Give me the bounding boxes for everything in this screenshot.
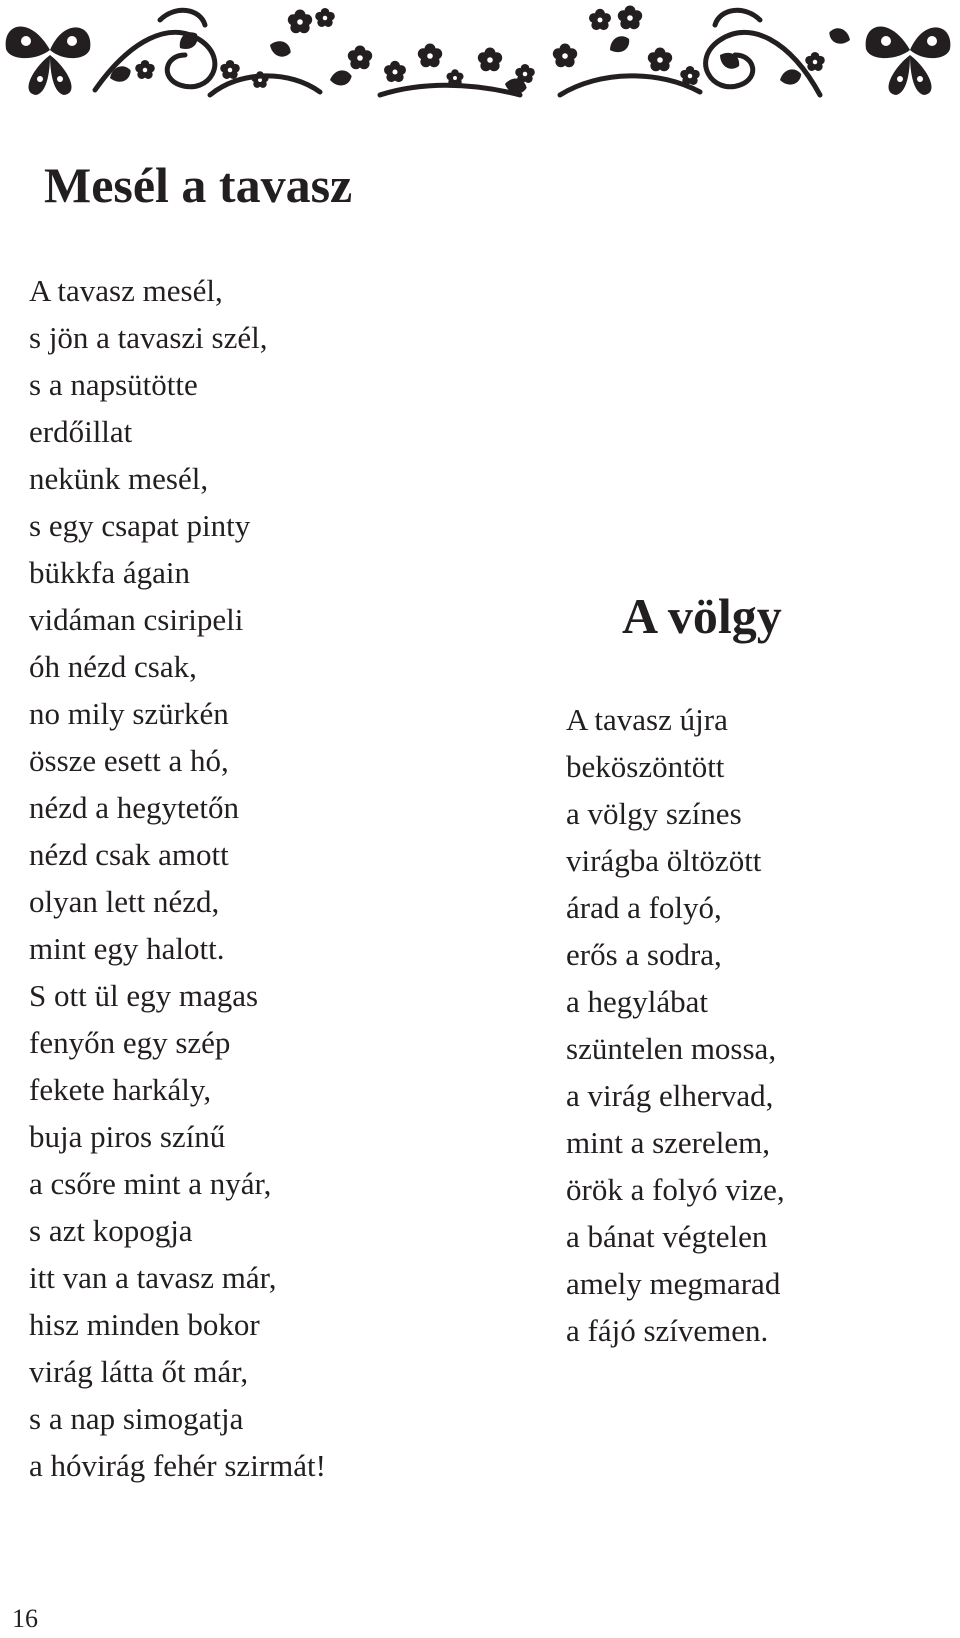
poem-body	[29, 267, 326, 1489]
poem-line: itt van a tavasz már,	[29, 1260, 277, 1295]
poem-line: s jön a tavaszi szél,	[29, 320, 268, 355]
poem-line: a hóvirág fehér szirmát!	[29, 1448, 326, 1483]
butterfly-icon-left	[6, 27, 91, 95]
poem-title: Mesél a tavasz	[44, 157, 353, 213]
poem-line: a fájó szívemen.	[566, 1313, 769, 1348]
poem-line: a csőre mint a nyár,	[29, 1166, 272, 1201]
poem-line: virág látta őt már,	[29, 1354, 249, 1389]
poem-line: fekete harkály,	[29, 1072, 212, 1107]
butterfly-icon-right	[866, 27, 951, 95]
poem-line: óh nézd csak,	[29, 649, 197, 684]
page-number: 16	[12, 1604, 38, 1633]
poem-line: s egy csapat pinty	[29, 508, 251, 543]
poem-line: mint a szerelem,	[566, 1125, 770, 1160]
poem-line: s azt kopogja	[29, 1213, 193, 1248]
poem-body	[566, 696, 785, 1354]
poem-line: s a nap simogatja	[29, 1401, 244, 1436]
poem-line: A tavasz mesél,	[29, 273, 223, 308]
poem-title: A völgy	[622, 588, 782, 644]
poem-line: szüntelen mossa,	[566, 1031, 777, 1066]
poem-line: erdőillat	[29, 414, 133, 449]
poem-line: beköszöntött	[566, 749, 725, 784]
poem-line: a virág elhervad,	[566, 1078, 774, 1113]
poem-line: a hegylábat	[566, 984, 709, 1019]
floral-border-ornament	[0, 0, 960, 110]
poem-line: nekünk mesél,	[29, 461, 209, 496]
poem-line: s a napsütötte	[29, 367, 198, 402]
poem-line: hisz minden bokor	[29, 1307, 260, 1342]
poem-line: nézd a hegytetőn	[29, 790, 240, 825]
poem-line: mint egy halott.	[29, 931, 225, 966]
poem-line: a völgy színes	[566, 796, 742, 831]
poem-line: amely megmarad	[566, 1266, 781, 1301]
poem-line: virágba öltözött	[566, 843, 762, 878]
poem-line: árad a folyó,	[566, 890, 722, 925]
poem-line: S ott ül egy magas	[29, 978, 259, 1013]
poem-line: fenyőn egy szép	[29, 1025, 231, 1060]
poem-line: buja piros színű	[29, 1119, 226, 1154]
poem-line: A tavasz újra	[566, 702, 728, 737]
poem-line: össze esett a hó,	[29, 743, 229, 778]
poem-line: erős a sodra,	[566, 937, 722, 972]
poem-line: örök a folyó vize,	[566, 1172, 785, 1207]
poem-line: nézd csak amott	[29, 837, 229, 872]
poem-line: vidáman csiripeli	[29, 602, 244, 637]
poem-line: bükkfa ágain	[29, 555, 190, 590]
poem-line: a bánat végtelen	[566, 1219, 768, 1254]
poem-line: no mily szürkén	[29, 696, 229, 731]
poem-line: olyan lett nézd,	[29, 884, 220, 919]
